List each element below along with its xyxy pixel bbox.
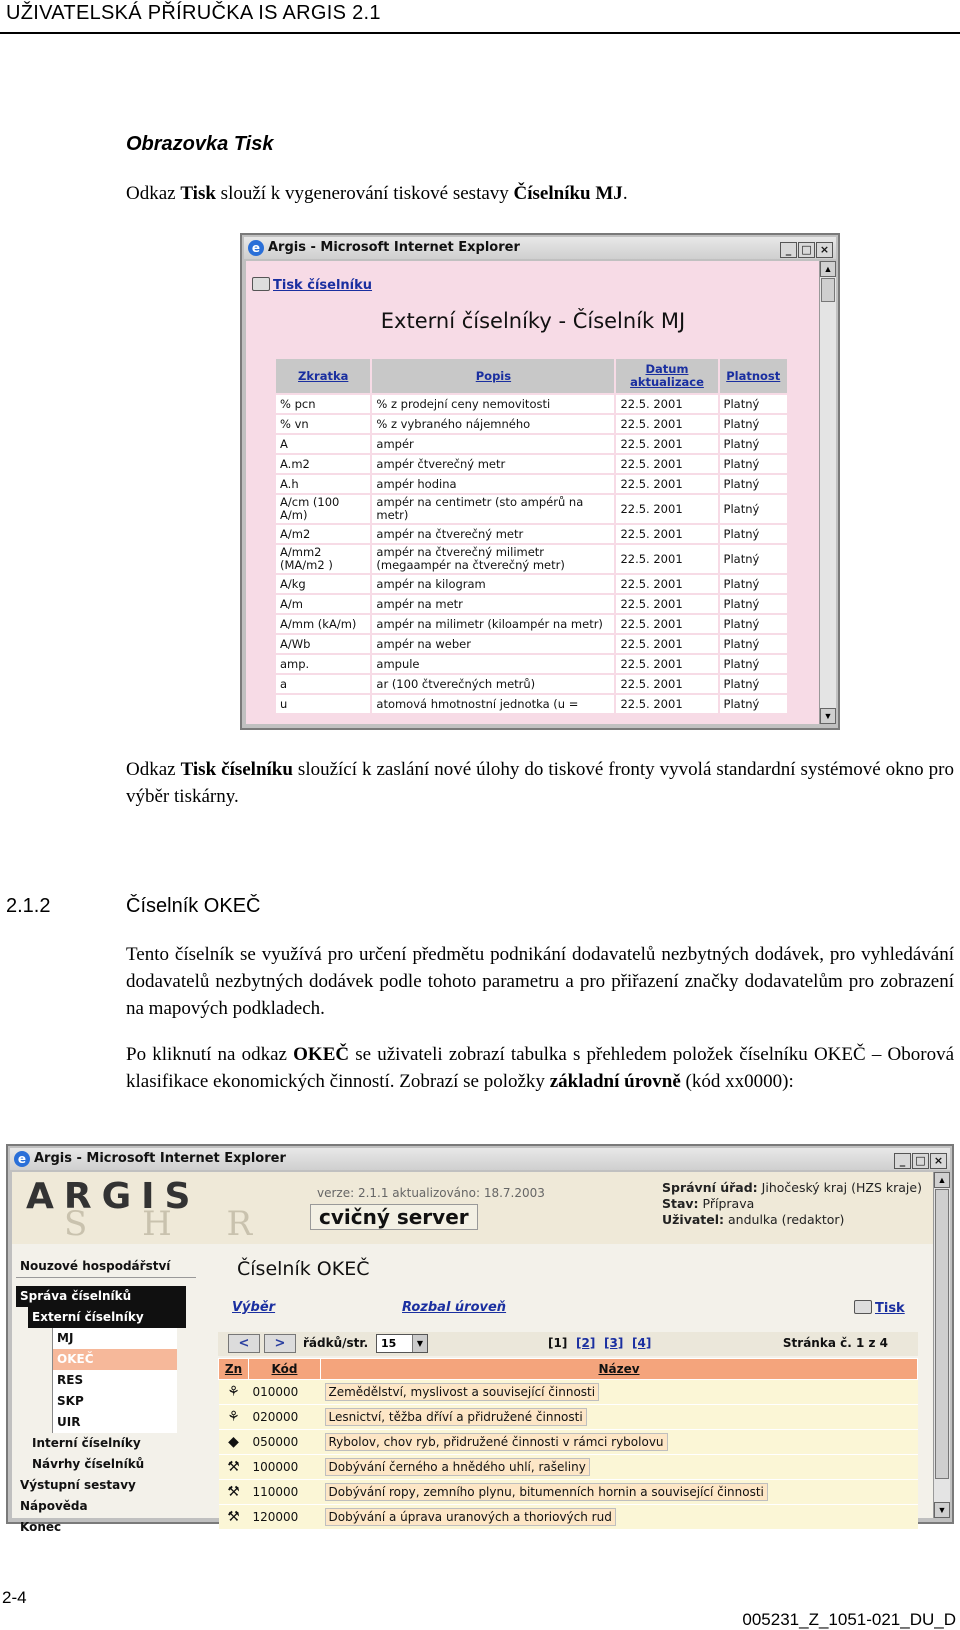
table-row [275, 394, 788, 414]
browser-window-mj [240, 233, 840, 730]
table-cell: u [275, 694, 371, 714]
sidebar-item-konec[interactable]: Konec [20, 1520, 62, 1534]
scroll-thumb[interactable] [935, 1189, 949, 1479]
table-cell: ampér na weber [371, 634, 615, 654]
table-cell: ampér na čtverečný milimetr (megaampér na čtverečný metr) [371, 544, 615, 574]
table-cell: Platný [719, 414, 788, 434]
info-state [662, 1196, 922, 1212]
name-cell [321, 1405, 918, 1430]
table-cell: Platný [719, 454, 788, 474]
close-icon[interactable]: × [930, 1153, 947, 1169]
table-cell: Platný [719, 574, 788, 594]
table-cell: Platný [719, 494, 788, 524]
page-indicator: Stránka č. 1 z 4 [782, 1336, 888, 1350]
sidebar-item-uir[interactable]: UIR [52, 1412, 177, 1433]
sidebar-item-interni[interactable]: Interní číselníky [32, 1436, 141, 1450]
info-office [662, 1180, 922, 1196]
text: slouží k vygenerování tiskové sestavy [215, 183, 514, 204]
column-header[interactable]: Kód [249, 1359, 321, 1380]
scroll-up-icon[interactable]: ▲ [934, 1172, 950, 1188]
window-title: Argis - Microsoft Internet Explorer [34, 1151, 286, 1166]
page-link-2[interactable]: [2] [576, 1336, 596, 1350]
column-header[interactable]: Název [321, 1359, 918, 1380]
sidebar-item-napoveda[interactable]: Nápověda [20, 1499, 88, 1513]
table-cell: 22.5. 2001 [615, 394, 718, 414]
table-cell: ampér na milimetr (kiloampér na metr) [371, 614, 615, 634]
okec-table [218, 1358, 918, 1530]
code-cell: 120000 [249, 1505, 321, 1530]
document-code: 005231_Z_1051-021_DU_D [742, 1610, 956, 1629]
table-cell: 22.5. 2001 [615, 594, 718, 614]
mj-page-content [246, 261, 820, 724]
paragraph-okec-2 [126, 1041, 954, 1095]
minimize-icon[interactable]: _ [894, 1153, 911, 1169]
table-row [275, 634, 788, 654]
sidebar-item-mj[interactable]: MJ [52, 1328, 177, 1349]
print-link-label: Tisk [875, 1301, 905, 1316]
table-cell: Platný [719, 544, 788, 574]
table-cell: 22.5. 2001 [615, 454, 718, 474]
version-text: verze: 2.1.1 aktualizováno: 18.7.2003 [317, 1186, 545, 1200]
table-cell: A/kg [275, 574, 371, 594]
table-row [275, 574, 788, 594]
table-cell: amp. [275, 654, 371, 674]
table-cell: ampér [371, 434, 615, 454]
table-cell: 22.5. 2001 [615, 614, 718, 634]
table-row[interactable] [219, 1455, 918, 1480]
table-row[interactable] [219, 1480, 918, 1505]
ie-icon: e [14, 1151, 30, 1167]
code-cell: 050000 [249, 1430, 321, 1455]
table-cell: Platný [719, 614, 788, 634]
table-cell: % pcn [275, 394, 371, 414]
page-link-4[interactable]: [4] [632, 1336, 652, 1350]
mj-heading: Externí číselníky - Číselník MJ [380, 309, 686, 333]
text: se uživateli zobrazí tabulka s přehledem položek číselníku OKEČ – Oborová klasifikace ekonomických činností. Zobrazí se položky [126, 1044, 954, 1092]
table-cell: % z prodejní ceny nemovitosti [371, 394, 615, 414]
name-label[interactable]: Dobývání černého a hnědého uhlí, rašeliny [325, 1458, 590, 1476]
table-row [275, 494, 788, 524]
table-row [275, 674, 788, 694]
paragraph-okec-1: Tento číselník se využívá pro určení předmětu podnikání dodavatelů nezbytných dodávek, pro vyhledávání dodavatelů nezbytných dodávek podle tohoto parametru a pro přiřazení značky dodavatelům pro zobrazení na mapových podkladech. [126, 944, 954, 1019]
text: Odkaz [126, 183, 181, 204]
text: Odkaz [126, 759, 181, 780]
printer-icon [252, 277, 270, 291]
table-cell: Platný [719, 524, 788, 544]
text: Po kliknutí na odkaz [126, 1044, 294, 1065]
table-cell: A.m2 [275, 454, 371, 474]
header-rule [0, 32, 960, 34]
chevron-down-icon: ▼ [412, 1335, 427, 1352]
table-cell: 22.5. 2001 [615, 544, 718, 574]
name-label[interactable]: Rybolov, chov ryb, přidružené činnosti v rámci rybolovu [325, 1433, 668, 1451]
pager-bar [218, 1332, 918, 1356]
name-cell [321, 1455, 918, 1480]
table-row [275, 654, 788, 674]
table-cell: 22.5. 2001 [615, 494, 718, 524]
table-row [275, 454, 788, 474]
table-cell: a [275, 674, 371, 694]
table-row [275, 614, 788, 634]
table-cell: Platný [719, 674, 788, 694]
name-cell [321, 1505, 918, 1530]
table-cell: ampér na kilogram [371, 574, 615, 594]
table-row [275, 594, 788, 614]
app-banner [12, 1172, 934, 1244]
window-title: Argis - Microsoft Internet Explorer [268, 240, 520, 255]
print-link-label: Tisk číselníku [273, 278, 373, 293]
table-cell: 22.5. 2001 [615, 434, 718, 454]
table-row[interactable] [219, 1380, 918, 1405]
table-row [275, 524, 788, 544]
rozbal-link[interactable]: Rozbal úroveň [402, 1300, 507, 1315]
page-link-3[interactable]: [3] [604, 1336, 624, 1350]
table-row[interactable] [219, 1430, 918, 1455]
scroll-down-icon[interactable]: ▼ [934, 1502, 950, 1518]
text: sloužící k zaslání nové úlohy do tiskové fronty vyvolá standardní systémové okno pro výběr tiskárny. [126, 759, 954, 807]
table-cell: % vn [275, 414, 371, 434]
sidebar-item-nouzove[interactable]: Nouzové hospodářství [16, 1256, 196, 1278]
text: . [622, 183, 628, 204]
table-cell: A/cm (100 A/m) [275, 494, 371, 524]
table-cell: 22.5. 2001 [615, 674, 718, 694]
window-controls [779, 239, 833, 261]
table-cell: A/m2 [275, 524, 371, 544]
table-cell: A/mm (kA/m) [275, 614, 371, 634]
code-cell: 020000 [249, 1405, 321, 1430]
sidebar-item-externi[interactable]: Externí číselníky [28, 1307, 186, 1328]
table-row [275, 414, 788, 434]
sidebar-item-okec[interactable]: OKEČ [52, 1349, 177, 1370]
table-cell: ampér čtverečný metr [371, 454, 615, 474]
rows-value: 15 [381, 1337, 397, 1350]
table-cell: 22.5. 2001 [615, 414, 718, 434]
table-cell: Platný [719, 474, 788, 494]
name-cell [321, 1380, 918, 1405]
column-header[interactable]: Datum aktualizace [615, 358, 718, 394]
name-label[interactable]: Zemědělství, myslivost a související činnosti [325, 1383, 600, 1401]
text-bold: OKEČ [293, 1044, 350, 1065]
section-heading-tisk: Obrazovka Tisk [126, 133, 274, 155]
table-cell: 22.5. 2001 [615, 474, 718, 494]
table-cell: A/mm2 (MA/m2 ) [275, 544, 371, 574]
info-label: Stav: [662, 1196, 699, 1211]
info-value: andulka (redaktor) [728, 1212, 845, 1227]
table-row [275, 474, 788, 494]
name-label[interactable]: Lesnictví, těžba dříví a přidružené činnosti [325, 1408, 587, 1426]
info-value: Příprava [702, 1196, 755, 1211]
table-cell: A/m [275, 594, 371, 614]
prev-page-button[interactable]: < [228, 1334, 260, 1353]
rows-per-page-select[interactable] [376, 1334, 428, 1353]
name-label[interactable]: Dobývání ropy, zemního plynu, bitumenních hornin a související činnosti [325, 1483, 768, 1501]
ie-icon: e [248, 240, 264, 256]
next-page-button[interactable]: > [264, 1334, 296, 1353]
table-cell: A [275, 434, 371, 454]
scroll-thumb[interactable] [821, 278, 835, 302]
sidebar-item-navrhy[interactable]: Návrhy číselníků [32, 1457, 145, 1471]
table-cell: Platný [719, 434, 788, 454]
table-cell: ampule [371, 654, 615, 674]
category-symbol-icon: ⚒ [219, 1455, 249, 1480]
print-link[interactable] [854, 1300, 905, 1316]
text-bold: Číselníku MJ [513, 183, 623, 204]
section-title-okec: Číselník OKEČ [126, 895, 261, 917]
table-cell: ampér na centimetr (sto ampérů na metr) [371, 494, 615, 524]
table-cell: ar (100 čtverečných metrů) [371, 674, 615, 694]
column-header[interactable]: Platnost [719, 358, 788, 394]
page-header-title: UŽIVATELSKÁ PŘÍRUČKA IS ARGIS 2.1 [6, 2, 381, 24]
info-label: Uživatel: [662, 1212, 725, 1227]
vertical-scrollbar[interactable] [819, 261, 836, 724]
table-cell: A/Wb [275, 634, 371, 654]
table-cell: Platný [719, 654, 788, 674]
logo-ghost-text: S H R [64, 1204, 275, 1244]
table-cell: atomová hmotnostní jednotka (u = [371, 694, 615, 714]
category-symbol-icon: ⚘ [219, 1380, 249, 1405]
table-cell: A.h [275, 474, 371, 494]
text-bold: Tisk [180, 183, 216, 204]
text-bold: základní úrovně [549, 1071, 681, 1092]
scroll-up-icon[interactable]: ▲ [820, 261, 836, 277]
maximize-icon[interactable]: □ [798, 242, 815, 258]
minimize-icon[interactable]: _ [780, 242, 797, 258]
code-cell: 010000 [249, 1380, 321, 1405]
column-header[interactable]: Zn [219, 1359, 249, 1380]
info-label: Správní úřad: [662, 1180, 758, 1195]
section-number: 2.1.2 [6, 895, 51, 917]
okec-heading: Číselník OKEČ [237, 1258, 370, 1280]
category-symbol-icon: ⚒ [219, 1480, 249, 1505]
info-value: Jihočeský kraj (HZS kraje) [761, 1180, 922, 1195]
printer-icon [854, 1300, 872, 1314]
window-titlebar [244, 237, 836, 259]
name-cell [321, 1480, 918, 1505]
server-badge: cvičný server [310, 1204, 478, 1230]
page-number: 2-4 [2, 1588, 27, 1607]
sidebar-item-sprava[interactable]: Správa číselníků [16, 1286, 186, 1307]
table-cell: 22.5. 2001 [615, 694, 718, 714]
code-cell: 100000 [249, 1455, 321, 1480]
close-icon[interactable]: × [816, 242, 833, 258]
table-cell: 22.5. 2001 [615, 634, 718, 654]
category-symbol-icon: ⚒ [219, 1505, 249, 1530]
table-cell: Platný [719, 394, 788, 414]
user-info [662, 1180, 922, 1228]
print-catalog-link[interactable] [252, 277, 372, 293]
column-header[interactable]: Zkratka [275, 358, 371, 394]
table-cell: Platný [719, 634, 788, 654]
table-cell: 22.5. 2001 [615, 654, 718, 674]
table-row [275, 694, 788, 714]
sidebar-item-res[interactable]: RES [52, 1370, 177, 1391]
code-cell: 110000 [249, 1480, 321, 1505]
argis-logo: ARGIS [26, 1176, 201, 1217]
table-row [275, 544, 788, 574]
paragraph-tisk [126, 180, 628, 207]
table-cell: ampér na čtverečný metr [371, 524, 615, 544]
table-cell: Platný [719, 694, 788, 714]
table-cell: ampér na metr [371, 594, 615, 614]
vertical-scrollbar[interactable] [933, 1172, 950, 1518]
mj-table [274, 357, 789, 715]
browser-window-okec [6, 1144, 954, 1534]
text-bold: Tisk číselníku [180, 759, 293, 780]
vyber-link[interactable]: Výběr [232, 1300, 276, 1315]
current-page: [1] [548, 1336, 568, 1350]
argis-app-content [12, 1172, 934, 1534]
table-row[interactable] [219, 1505, 918, 1530]
window-titlebar [10, 1148, 950, 1170]
rows-per-page-label: řádků/str. [303, 1336, 369, 1350]
category-symbol-icon: ⚘ [219, 1405, 249, 1430]
table-cell: 22.5. 2001 [615, 524, 718, 544]
table-cell: 22.5. 2001 [615, 574, 718, 594]
table-cell: ampér hodina [371, 474, 615, 494]
text: (kód xx0000): [680, 1071, 794, 1092]
column-header[interactable]: Popis [371, 358, 615, 394]
sidebar-item-skp[interactable]: SKP [52, 1391, 177, 1412]
sidebar-menu [16, 1256, 196, 1538]
table-row [275, 434, 788, 454]
category-symbol-icon: ◆ [219, 1430, 249, 1455]
table-cell: Platný [719, 594, 788, 614]
scroll-down-icon[interactable]: ▼ [820, 708, 836, 724]
table-cell: % z vybraného nájemného [371, 414, 615, 434]
maximize-icon[interactable]: □ [912, 1153, 929, 1169]
paragraph-tisk-ciselniku [126, 756, 954, 810]
info-user [662, 1212, 922, 1228]
table-row[interactable] [219, 1405, 918, 1430]
sidebar-item-vystupni[interactable]: Výstupní sestavy [20, 1478, 136, 1492]
window-controls [893, 1150, 947, 1172]
name-cell [321, 1430, 918, 1455]
name-label[interactable]: Dobývání a úprava uranových a thoriových rud [325, 1508, 616, 1526]
